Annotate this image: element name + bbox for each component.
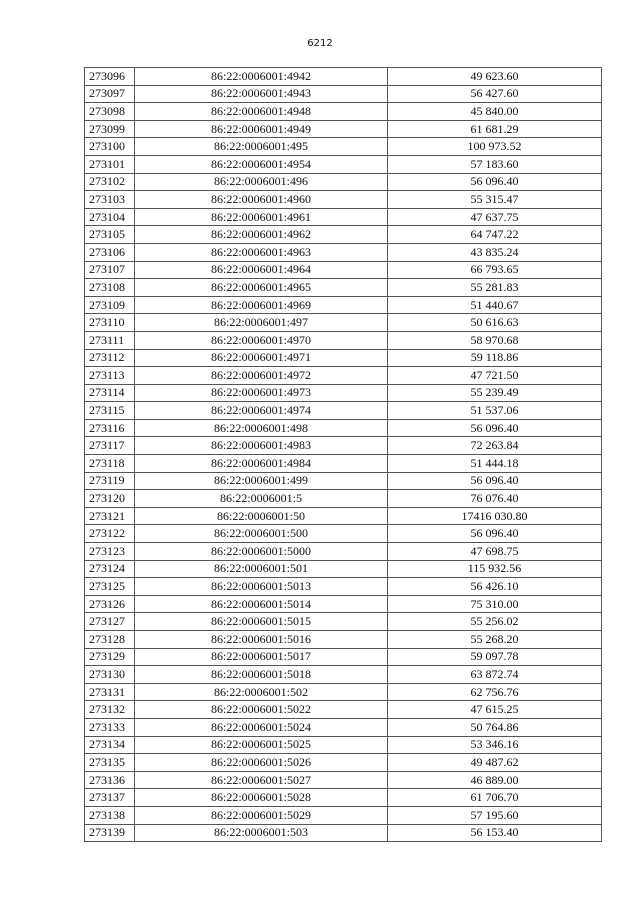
row-id-cell: 273106 bbox=[85, 243, 135, 261]
cadastral-number-cell: 86:22:0006001:5025 bbox=[135, 736, 388, 754]
table-row bbox=[85, 578, 602, 596]
cadastral-number-cell: 86:22:0006001:5027 bbox=[135, 771, 388, 789]
table-row bbox=[85, 173, 602, 191]
cadastral-value-cell: 17416 030.80 bbox=[388, 507, 602, 525]
cadastral-value-cell: 46 889.00 bbox=[388, 771, 602, 789]
cadastral-number-cell: 86:22:0006001:4948 bbox=[135, 103, 388, 121]
table-row bbox=[85, 824, 602, 842]
cadastral-value-cell: 57 183.60 bbox=[388, 155, 602, 173]
cadastral-value-cell: 58 970.68 bbox=[388, 331, 602, 349]
cadastral-number-cell: 86:22:0006001:4954 bbox=[135, 155, 388, 173]
table-row bbox=[85, 472, 602, 490]
row-id-cell: 273125 bbox=[85, 578, 135, 596]
cadastral-value-cell: 72 263.84 bbox=[388, 437, 602, 455]
table-row bbox=[85, 349, 602, 367]
row-id-cell: 273112 bbox=[85, 349, 135, 367]
table-row bbox=[85, 648, 602, 666]
table-row bbox=[85, 543, 602, 561]
page-number: 6212 bbox=[307, 38, 333, 49]
table-row bbox=[85, 138, 602, 156]
cadastral-value-cell: 61 706.70 bbox=[388, 789, 602, 807]
cadastral-value-cell: 56 096.40 bbox=[388, 525, 602, 543]
cadastral-number-cell: 86:22:0006001:5018 bbox=[135, 666, 388, 684]
row-id-cell: 273109 bbox=[85, 296, 135, 314]
table-row bbox=[85, 631, 602, 649]
cadastral-number-cell: 86:22:0006001:4971 bbox=[135, 349, 388, 367]
table-row bbox=[85, 208, 602, 226]
table-row bbox=[85, 314, 602, 332]
table-row bbox=[85, 771, 602, 789]
cadastral-number-cell: 86:22:0006001:501 bbox=[135, 560, 388, 578]
cadastral-value-cell: 100 973.52 bbox=[388, 138, 602, 156]
cadastral-number-cell: 86:22:0006001:4974 bbox=[135, 402, 388, 420]
table-row bbox=[85, 226, 602, 244]
cadastral-value-cell: 57 195.60 bbox=[388, 806, 602, 824]
table-row bbox=[85, 789, 602, 807]
cadastral-value-cell: 43 835.24 bbox=[388, 243, 602, 261]
cadastral-value-cell: 56 427.60 bbox=[388, 85, 602, 103]
row-id-cell: 273124 bbox=[85, 560, 135, 578]
cadastral-number-cell: 86:22:0006001:4973 bbox=[135, 384, 388, 402]
cadastral-value-cell: 56 426.10 bbox=[388, 578, 602, 596]
row-id-cell: 273137 bbox=[85, 789, 135, 807]
table-row bbox=[85, 701, 602, 719]
cadastral-value-cell: 76 076.40 bbox=[388, 490, 602, 508]
cadastral-number-cell: 86:22:0006001:4961 bbox=[135, 208, 388, 226]
cadastral-number-cell: 86:22:0006001:5024 bbox=[135, 718, 388, 736]
row-id-cell: 273111 bbox=[85, 331, 135, 349]
cadastral-number-cell: 86:22:0006001:4965 bbox=[135, 279, 388, 297]
table-row bbox=[85, 507, 602, 525]
table-row bbox=[85, 331, 602, 349]
row-id-cell: 273130 bbox=[85, 666, 135, 684]
table-row bbox=[85, 103, 602, 121]
row-id-cell: 273134 bbox=[85, 736, 135, 754]
row-id-cell: 273097 bbox=[85, 85, 135, 103]
row-id-cell: 273102 bbox=[85, 173, 135, 191]
cadastral-value-cell: 49 487.62 bbox=[388, 754, 602, 772]
cadastral-value-cell: 66 793.65 bbox=[388, 261, 602, 279]
row-id-cell: 273101 bbox=[85, 155, 135, 173]
table-row bbox=[85, 191, 602, 209]
row-id-cell: 273114 bbox=[85, 384, 135, 402]
table-row bbox=[85, 402, 602, 420]
table-row bbox=[85, 490, 602, 508]
row-id-cell: 273118 bbox=[85, 455, 135, 473]
cadastral-value-cell: 63 872.74 bbox=[388, 666, 602, 684]
table-row bbox=[85, 437, 602, 455]
table-row bbox=[85, 736, 602, 754]
cadastral-value-cell: 59 118.86 bbox=[388, 349, 602, 367]
row-id-cell: 273096 bbox=[85, 68, 135, 86]
cadastral-number-cell: 86:22:0006001:497 bbox=[135, 314, 388, 332]
row-id-cell: 273127 bbox=[85, 613, 135, 631]
cadastral-value-cell: 47 637.75 bbox=[388, 208, 602, 226]
table-row bbox=[85, 243, 602, 261]
table-row bbox=[85, 419, 602, 437]
row-id-cell: 273120 bbox=[85, 490, 135, 508]
cadastral-value-cell: 47 698.75 bbox=[388, 543, 602, 561]
cadastral-number-cell: 86:22:0006001:496 bbox=[135, 173, 388, 191]
cadastral-number-cell: 86:22:0006001:4984 bbox=[135, 455, 388, 473]
table-row bbox=[85, 261, 602, 279]
table-row bbox=[85, 666, 602, 684]
cadastral-value-cell: 55 281.83 bbox=[388, 279, 602, 297]
cadastral-number-cell: 86:22:0006001:5026 bbox=[135, 754, 388, 772]
row-id-cell: 273108 bbox=[85, 279, 135, 297]
table-row bbox=[85, 806, 602, 824]
table-row bbox=[85, 296, 602, 314]
table-row bbox=[85, 120, 602, 138]
table-row bbox=[85, 683, 602, 701]
table-row bbox=[85, 754, 602, 772]
table-row bbox=[85, 595, 602, 613]
row-id-cell: 273105 bbox=[85, 226, 135, 244]
cadastral-number-cell: 86:22:0006001:4972 bbox=[135, 367, 388, 385]
cadastral-value-cell: 64 747.22 bbox=[388, 226, 602, 244]
cadastral-number-cell: 86:22:0006001:503 bbox=[135, 824, 388, 842]
table-row bbox=[85, 718, 602, 736]
row-id-cell: 273132 bbox=[85, 701, 135, 719]
row-id-cell: 273133 bbox=[85, 718, 135, 736]
cadastral-value-cell: 51 537.06 bbox=[388, 402, 602, 420]
cadastral-number-cell: 86:22:0006001:5014 bbox=[135, 595, 388, 613]
row-id-cell: 273117 bbox=[85, 437, 135, 455]
row-id-cell: 273122 bbox=[85, 525, 135, 543]
row-id-cell: 273115 bbox=[85, 402, 135, 420]
row-id-cell: 273123 bbox=[85, 543, 135, 561]
table-row bbox=[85, 85, 602, 103]
row-id-cell: 273136 bbox=[85, 771, 135, 789]
cadastral-value-cell: 115 932.56 bbox=[388, 560, 602, 578]
row-id-cell: 273119 bbox=[85, 472, 135, 490]
cadastral-number-cell: 86:22:0006001:5 bbox=[135, 490, 388, 508]
cadastral-number-cell: 86:22:0006001:499 bbox=[135, 472, 388, 490]
row-id-cell: 273128 bbox=[85, 631, 135, 649]
table-row bbox=[85, 560, 602, 578]
cadastral-number-cell: 86:22:0006001:5028 bbox=[135, 789, 388, 807]
cadastral-value-cell: 55 256.02 bbox=[388, 613, 602, 631]
table-row bbox=[85, 384, 602, 402]
row-id-cell: 273126 bbox=[85, 595, 135, 613]
row-id-cell: 273129 bbox=[85, 648, 135, 666]
cadastral-number-cell: 86:22:0006001:4962 bbox=[135, 226, 388, 244]
cadastral-number-cell: 86:22:0006001:4963 bbox=[135, 243, 388, 261]
cadastral-number-cell: 86:22:0006001:5029 bbox=[135, 806, 388, 824]
cadastral-number-cell: 86:22:0006001:5013 bbox=[135, 578, 388, 596]
table-row bbox=[85, 68, 602, 86]
row-id-cell: 273099 bbox=[85, 120, 135, 138]
row-id-cell: 273131 bbox=[85, 683, 135, 701]
cadastral-value-cell: 49 623.60 bbox=[388, 68, 602, 86]
cadastral-number-cell: 86:22:0006001:498 bbox=[135, 419, 388, 437]
row-id-cell: 273121 bbox=[85, 507, 135, 525]
cadastral-number-cell: 86:22:0006001:4942 bbox=[135, 68, 388, 86]
cadastral-number-cell: 86:22:0006001:5017 bbox=[135, 648, 388, 666]
row-id-cell: 273116 bbox=[85, 419, 135, 437]
row-id-cell: 273098 bbox=[85, 103, 135, 121]
cadastral-value-cell: 75 310.00 bbox=[388, 595, 602, 613]
row-id-cell: 273110 bbox=[85, 314, 135, 332]
cadastral-number-cell: 86:22:0006001:4983 bbox=[135, 437, 388, 455]
cadastral-number-cell: 86:22:0006001:4960 bbox=[135, 191, 388, 209]
cadastral-value-table bbox=[84, 67, 602, 842]
cadastral-value-cell: 61 681.29 bbox=[388, 120, 602, 138]
cadastral-number-cell: 86:22:0006001:5000 bbox=[135, 543, 388, 561]
table-row bbox=[85, 279, 602, 297]
cadastral-value-cell: 47 721.50 bbox=[388, 367, 602, 385]
cadastral-value-cell: 56 096.40 bbox=[388, 419, 602, 437]
table-row bbox=[85, 455, 602, 473]
table-body bbox=[85, 68, 602, 842]
cadastral-number-cell: 86:22:0006001:4964 bbox=[135, 261, 388, 279]
cadastral-value-cell: 62 756.76 bbox=[388, 683, 602, 701]
row-id-cell: 273113 bbox=[85, 367, 135, 385]
cadastral-number-cell: 86:22:0006001:495 bbox=[135, 138, 388, 156]
cadastral-value-cell: 51 440.67 bbox=[388, 296, 602, 314]
cadastral-number-cell: 86:22:0006001:4970 bbox=[135, 331, 388, 349]
cadastral-number-cell: 86:22:0006001:50 bbox=[135, 507, 388, 525]
table-row bbox=[85, 525, 602, 543]
row-id-cell: 273103 bbox=[85, 191, 135, 209]
cadastral-value-cell: 59 097.78 bbox=[388, 648, 602, 666]
cadastral-value-cell: 47 615.25 bbox=[388, 701, 602, 719]
cadastral-value-cell: 55 268.20 bbox=[388, 631, 602, 649]
row-id-cell: 273135 bbox=[85, 754, 135, 772]
cadastral-number-cell: 86:22:0006001:5016 bbox=[135, 631, 388, 649]
cadastral-value-cell: 56 153.40 bbox=[388, 824, 602, 842]
cadastral-value-cell: 56 096.40 bbox=[388, 173, 602, 191]
cadastral-value-cell: 51 444.18 bbox=[388, 455, 602, 473]
cadastral-value-cell: 53 346.16 bbox=[388, 736, 602, 754]
cadastral-number-cell: 86:22:0006001:5015 bbox=[135, 613, 388, 631]
row-id-cell: 273138 bbox=[85, 806, 135, 824]
table-row bbox=[85, 155, 602, 173]
cadastral-number-cell: 86:22:0006001:4969 bbox=[135, 296, 388, 314]
cadastral-number-cell: 86:22:0006001:502 bbox=[135, 683, 388, 701]
cadastral-value-cell: 50 616.63 bbox=[388, 314, 602, 332]
row-id-cell: 273104 bbox=[85, 208, 135, 226]
row-id-cell: 273100 bbox=[85, 138, 135, 156]
cadastral-number-cell: 86:22:0006001:4949 bbox=[135, 120, 388, 138]
cadastral-value-cell: 50 764.86 bbox=[388, 718, 602, 736]
row-id-cell: 273107 bbox=[85, 261, 135, 279]
table-row bbox=[85, 367, 602, 385]
cadastral-value-cell: 55 315.47 bbox=[388, 191, 602, 209]
cadastral-number-cell: 86:22:0006001:500 bbox=[135, 525, 388, 543]
cadastral-value-cell: 56 096.40 bbox=[388, 472, 602, 490]
cadastral-value-cell: 55 239.49 bbox=[388, 384, 602, 402]
cadastral-number-cell: 86:22:0006001:4943 bbox=[135, 85, 388, 103]
table-row bbox=[85, 613, 602, 631]
cadastral-value-cell: 45 840.00 bbox=[388, 103, 602, 121]
cadastral-number-cell: 86:22:0006001:5022 bbox=[135, 701, 388, 719]
row-id-cell: 273139 bbox=[85, 824, 135, 842]
